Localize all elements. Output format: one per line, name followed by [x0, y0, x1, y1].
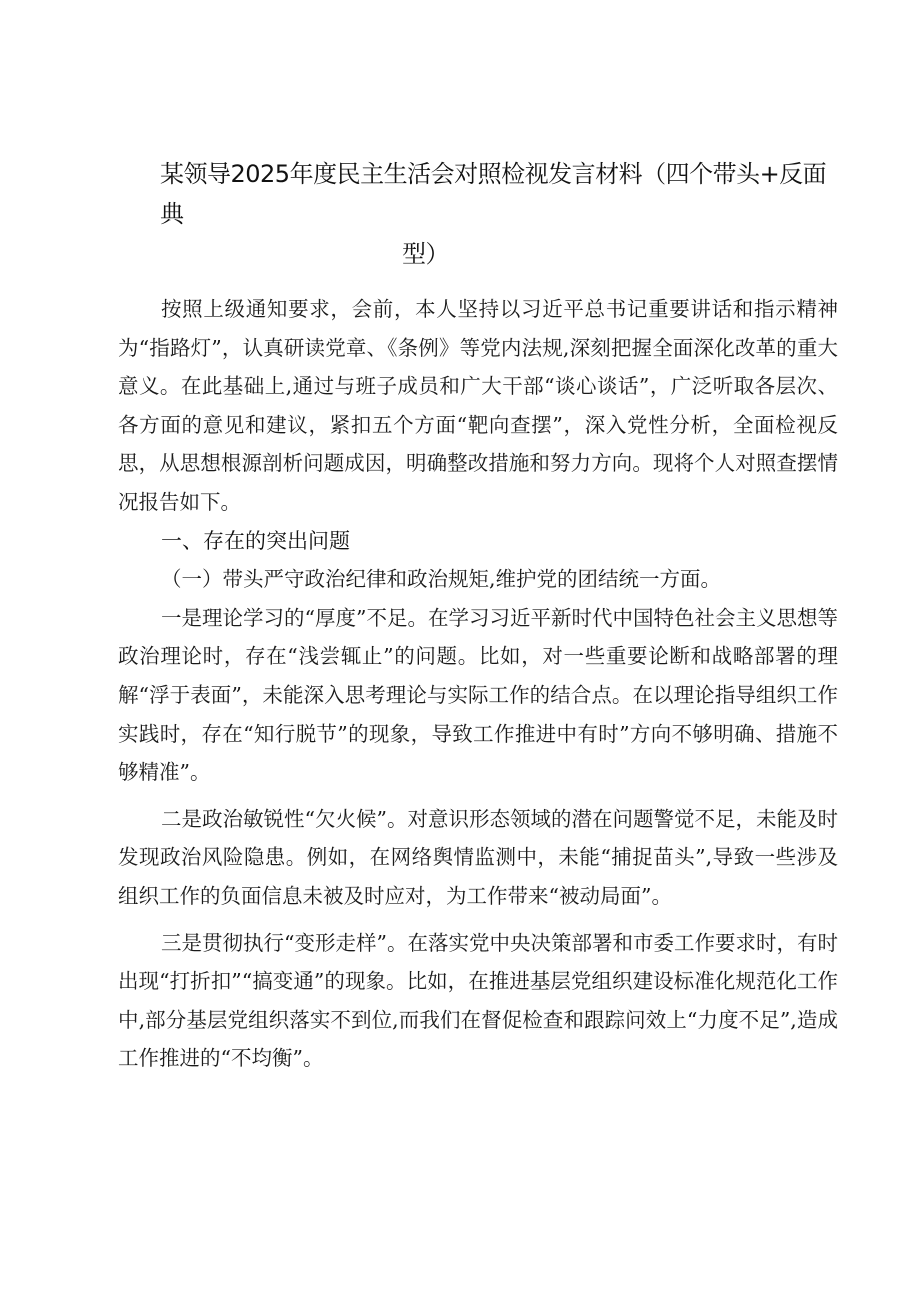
- subsection-heading: （一）带头严守政治纪律和政治规矩,维护党的团结统一方面。: [161, 567, 722, 592]
- body-paragraph: 二是政治敏锐性“欠火候”。对意识形态领域的潜在问题警觉不足，未能及时发现政治风险隐患。例如，在网络舆情监测中，未能“捕捉苗头”,导致一些涉及组织工作的负面信息未被及时应对，为工作带来“被动局面”。: [118, 806, 838, 908]
- title-line-2: 型）: [402, 240, 449, 268]
- document-body: [118, 290, 838, 1078]
- intro-paragraph: 按照上级通知要求，会前，本人坚持以习近平总书记重要讲话和指示精神为“指路灯”，认真研读党章、《条例》等党内法规,深刻把握全面深化改革的重大意义。在此基础上,通过与班子成员和广大干部“谈心谈话”，广泛听取各层次、各方面的意见和建议，紧扣五个方面“靶向查摆”，深入党性分析，全面检视反思，从思想根源剖析问题成因，明确整改措施和努力方向。现将个人对照查摆情况报告如下。: [118, 297, 838, 514]
- document-title: [160, 154, 840, 274]
- body-paragraph: 三是贯彻执行“变形走样”。在落实党中央决策部署和市委工作要求时，有时出现“打折扣”“搞变通”的现象。比如，在推进基层党组织建设标准化规范化工作中,部分基层党组织落实不到位,而我们在督促检查和跟踪问效上“力度不足”,造成工作推进的“不均衡”。: [118, 930, 838, 1071]
- body-paragraph: 一是理论学习的“厚度”不足。在学习习近平新时代中国特色社会主义思想等政治理论时，存在“浅尝辄止”的问题。比如，对一些重要论断和战略部署的理解“浮于表面”，未能深入思考理论与实际工作的结合点。在以理论指导组织工作实践时，存在“知行脱节”的现象，导致工作推进中有时”方向不够明确、措施不够精准”。: [118, 605, 838, 785]
- title-line-1: 某领导2025年度民主生活会对照检视发言材料（四个带头+反面典: [160, 160, 827, 228]
- section-heading: 一、存在的突出问题: [161, 528, 350, 553]
